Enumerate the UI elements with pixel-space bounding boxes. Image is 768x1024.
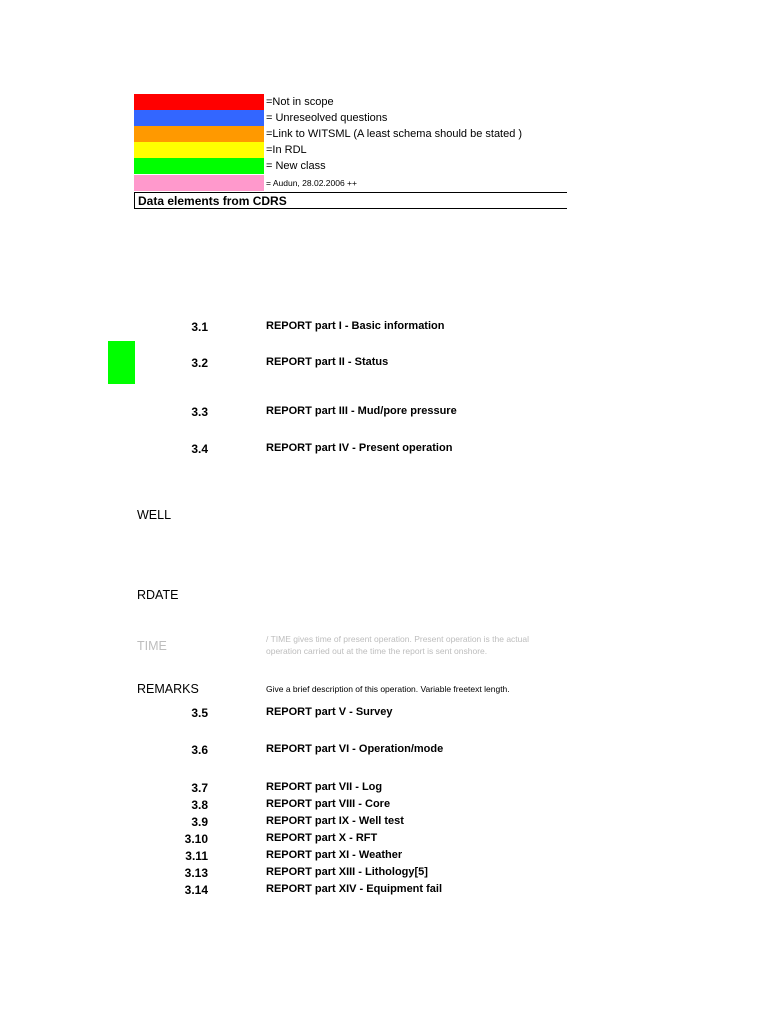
page-title: Data elements from CDRS: [138, 194, 287, 208]
legend-label: =In RDL: [266, 144, 307, 156]
legend-row-witsml: [134, 126, 522, 142]
section-title: REPORT part XIII - Lithology[5]: [266, 866, 428, 878]
swatch-pink: [134, 175, 264, 191]
section-number: 3.13: [184, 866, 208, 880]
legend-label: =Link to WITSML (A least schema should be stated ): [266, 128, 523, 140]
section-number: 3.5: [191, 706, 208, 720]
legend-row-audun: [134, 175, 357, 191]
swatch-orange: [134, 126, 264, 142]
section-title: REPORT part XI - Weather: [266, 849, 403, 861]
section-number: 3.4: [191, 442, 208, 456]
field-label-remarks: REMARKS: [137, 682, 199, 696]
swatch-blue: [134, 110, 264, 126]
field-label-well: WELL: [137, 508, 172, 522]
legend-row-new-class: [134, 158, 326, 174]
section-number: 3.10: [184, 832, 208, 846]
legend-row-not-in-scope: [134, 94, 334, 110]
legend-row-unresolved: [134, 110, 387, 126]
legend-label: = Audun, 28.02.2006 ++: [266, 178, 357, 188]
section-title: REPORT part VI - Operation/mode: [266, 743, 444, 755]
field-desc-time: / TIME gives time of present operation. Present operation is the actual operation carried out at the time the report is sent onshore.: [266, 634, 530, 656]
section-title: REPORT part IX - Well test: [266, 815, 404, 827]
swatch-green: [134, 158, 264, 174]
section-number: 3.3: [191, 405, 208, 419]
section-title: REPORT part X - RFT: [266, 832, 378, 844]
swatch-red: [134, 94, 264, 110]
section-number: 3.1: [191, 320, 208, 334]
section-title: REPORT part III - Mud/pore pressure: [266, 405, 457, 417]
cdrs-header-box: [134, 192, 567, 209]
section-number: 3.9: [191, 815, 208, 829]
section-title: REPORT part V - Survey: [266, 706, 393, 718]
section-number: 3.11: [185, 849, 208, 863]
section-number: 3.8: [191, 798, 208, 812]
legend-label: = New class: [266, 160, 326, 172]
section-title: REPORT part IV - Present operation: [266, 442, 453, 454]
section-number: 3.7: [191, 781, 208, 795]
legend-label: =Not in scope: [266, 96, 334, 108]
section-number: 3.2: [191, 356, 208, 370]
section-number: 3.14: [184, 883, 208, 897]
section-title: REPORT part VII - Log: [266, 781, 383, 793]
section-number: 3.6: [191, 743, 208, 757]
section-title: REPORT part VIII - Core: [266, 798, 391, 810]
section-title: REPORT part XIV - Equipment fail: [266, 883, 443, 895]
field-label-time: TIME: [137, 639, 167, 653]
swatch-yellow: [134, 142, 264, 158]
legend-row-rdl: [134, 142, 307, 158]
field-desc-remarks: Give a brief description of this operation. Variable freetext length.: [266, 684, 510, 694]
section-title: REPORT part I - Basic information: [266, 320, 445, 332]
field-label-rdate: RDATE: [137, 588, 179, 602]
section-title: REPORT part II - Status: [266, 356, 389, 368]
legend-label: = Unreseolved questions: [266, 112, 388, 124]
